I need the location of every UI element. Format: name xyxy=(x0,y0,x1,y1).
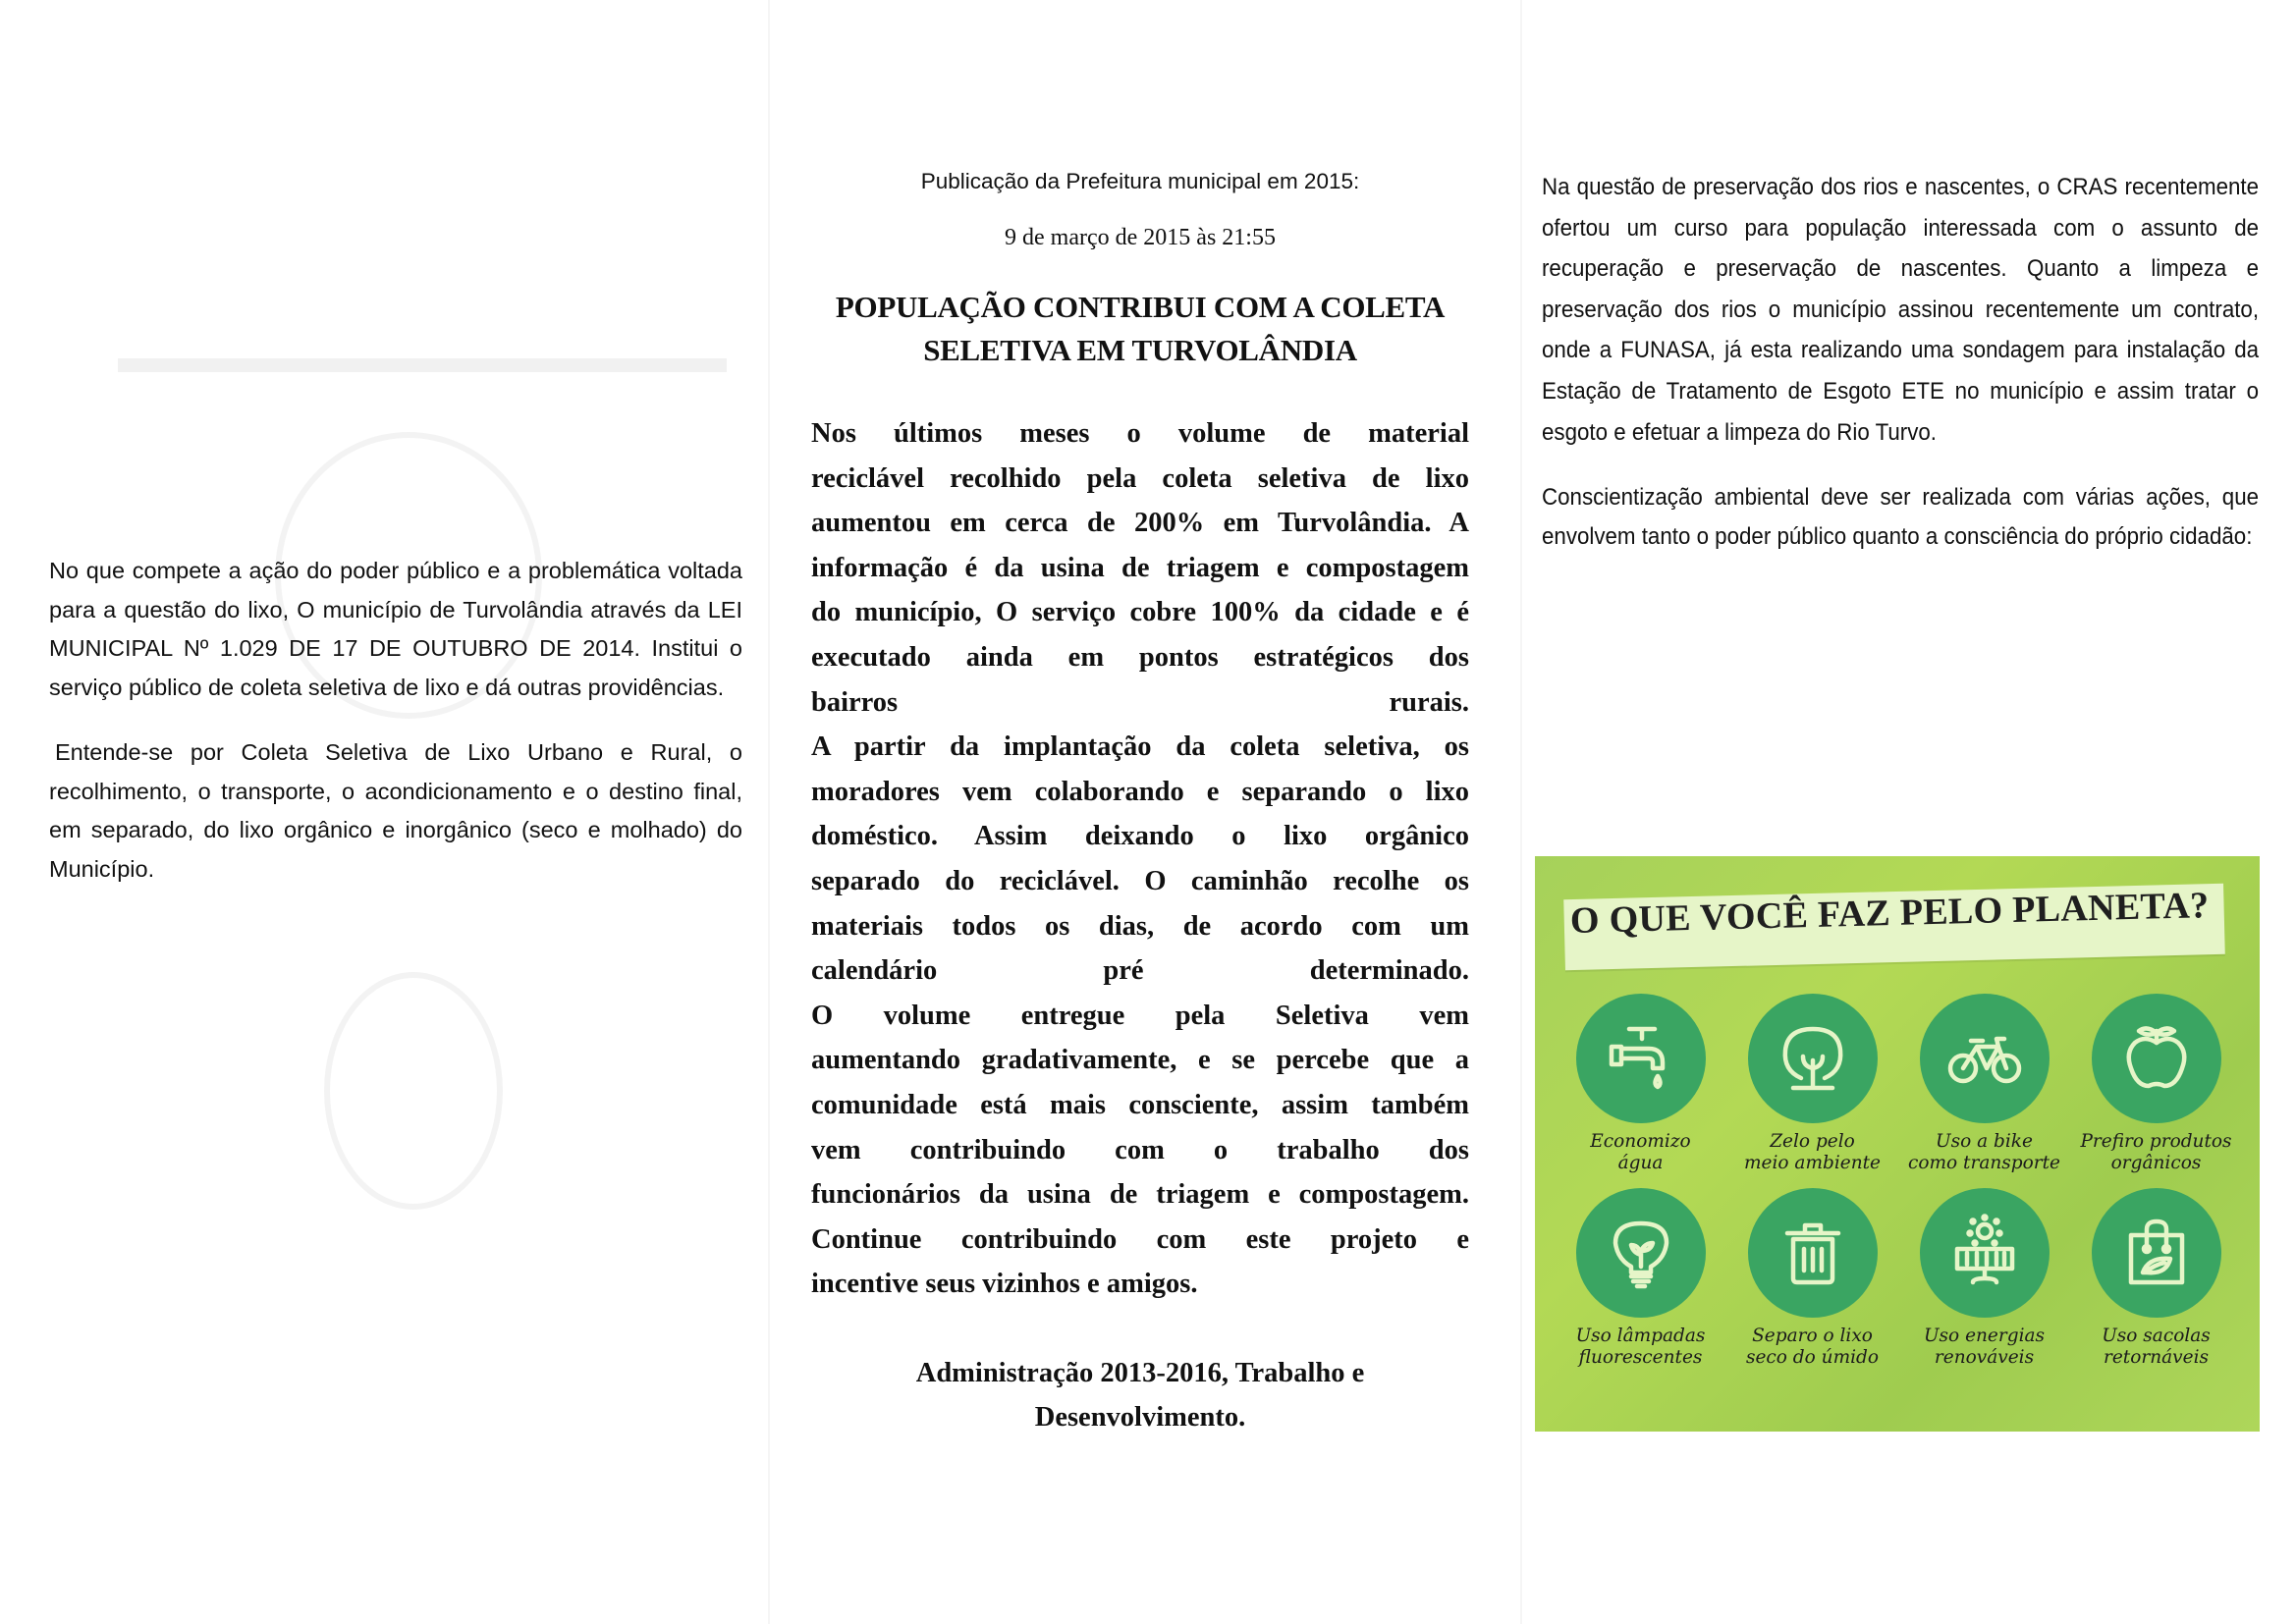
article-line: executado ainda em pontos estratégicos dos xyxy=(811,641,1469,673)
article-line: A partir da implantação da coleta seletiva, os xyxy=(811,731,1469,763)
poster-item xyxy=(1726,994,1898,1180)
poster-item xyxy=(1898,994,2070,1180)
article-line: O volume entregue pela Seletiva vem xyxy=(811,1000,1469,1031)
left-paragraph-law: No que compete a ação do poder público e a problemática voltada para a questão do lixo, O município de Turvolândia através da LEI MUNICIPAL Nº 1.029 DE 17 DE OUTUBRO DE 2014. Institui o serviço público de coleta seletiva de lixo e dá outras providências. xyxy=(49,558,742,701)
bicycle-icon xyxy=(1943,1017,2026,1100)
footer-line: Administração 2013-2016, Trabalho e xyxy=(915,1357,1365,1388)
tree-icon xyxy=(1772,1017,1854,1100)
article-line: do município, O serviço cobre 100% da cidade e é xyxy=(811,597,1469,628)
poster-caption-line: Uso energias xyxy=(1923,1326,2046,1346)
trash-can-icon xyxy=(1772,1212,1854,1294)
poster-caption-line: meio ambiente xyxy=(1743,1153,1881,1173)
article-line: reciclável recolhido pela coleta seletiva de lixo xyxy=(811,462,1469,494)
article-title xyxy=(811,286,1469,372)
poster-caption-line: seco do úmido xyxy=(1745,1347,1880,1368)
middle-column xyxy=(811,167,1469,1439)
publication-label: Publicação da Prefeitura municipal em 2015: xyxy=(920,169,1360,193)
poster-caption-line: retornáveis xyxy=(2104,1347,2209,1368)
article-line: aumentou em cerca de 200% em Turvolândia. A xyxy=(811,508,1469,539)
article-line: comunidade está mais consciente, assim também xyxy=(811,1089,1469,1120)
poster-item xyxy=(2070,1188,2242,1375)
publication-date: 9 de março de 2015 às 21:55 xyxy=(1005,225,1276,250)
left-column xyxy=(49,552,742,915)
poster-item xyxy=(1555,1188,1726,1375)
right-paragraph-awareness: Conscientização ambiental deve ser realizada com várias ações, que envolvem tanto o poder público quanto a consciência do próprio cidadão: xyxy=(1542,484,2260,551)
poster-caption-line: renováveis xyxy=(1934,1347,2035,1368)
article-line: Continue contribuindo com este projeto e xyxy=(811,1223,1469,1255)
article-line: vem contribuindo com o trabalho dos xyxy=(811,1134,1469,1165)
show-through-seal xyxy=(324,972,503,1210)
article-body xyxy=(811,411,1469,1307)
poster-caption-line: Zelo pelo xyxy=(1770,1131,1855,1152)
poster-item xyxy=(1726,1188,1898,1375)
poster-title: O QUE VOCÊ FAZ PELO PLANETA? xyxy=(1569,885,2210,942)
poster-caption-line: Uso a bike xyxy=(1936,1131,2033,1152)
article-line: aumentando gradativamente, e se percebe que a xyxy=(811,1045,1469,1076)
poster-item xyxy=(2070,994,2242,1180)
page-fold-line xyxy=(1520,0,1522,1624)
article-line: funcionários da usina de triagem e compostagem. xyxy=(811,1179,1469,1211)
apple-icon xyxy=(2115,1017,2198,1100)
article-line: moradores vem colaborando e separando o lixo xyxy=(811,776,1469,807)
article-footer xyxy=(811,1351,1469,1439)
shopping-bag-icon xyxy=(2115,1212,2198,1294)
article-line: doméstico. Assim deixando o lixo orgânico xyxy=(811,821,1469,852)
poster-caption-line: Prefiro produtos xyxy=(2080,1131,2232,1152)
right-column xyxy=(1542,167,2259,582)
poster-caption-line: orgânicos xyxy=(2110,1153,2202,1173)
article-line: calendário pré determinado. xyxy=(811,955,1469,987)
poster-caption-line: Separo o lixo xyxy=(1752,1326,1873,1346)
article-title-line: POPULAÇÃO CONTRIBUI COM A COLETA xyxy=(835,290,1446,324)
poster-grid xyxy=(1555,994,2242,1375)
footer-line: Desenvolvimento. xyxy=(1034,1401,1246,1433)
article-title-line: SELETIVA EM TURVOLÂNDIA xyxy=(923,333,1357,367)
article-line: incentive seus vizinhos e amigos. xyxy=(811,1269,1198,1300)
poster-caption-line: água xyxy=(1617,1153,1664,1173)
article-line: materiais todos os dias, de acordo com um xyxy=(811,910,1469,942)
lightbulb-icon xyxy=(1600,1212,1682,1294)
poster-item xyxy=(1555,994,1726,1180)
show-through-mark xyxy=(118,358,727,372)
page-fold-line xyxy=(768,0,770,1624)
article-line: bairros rurais. xyxy=(811,686,1469,718)
poster-caption-line: Uso sacolas xyxy=(2102,1326,2211,1346)
poster-caption-line: como transporte xyxy=(1908,1153,2060,1173)
planet-poster xyxy=(1535,856,2260,1432)
article-line: informação é da usina de triagem e compostagem xyxy=(811,552,1469,583)
poster-caption-line: Uso lâmpadas xyxy=(1575,1326,1706,1346)
poster-caption-line: Economizo xyxy=(1590,1131,1691,1152)
solar-panel-icon xyxy=(1943,1212,2026,1294)
article-line: separado do reciclável. O caminhão recolhe os xyxy=(811,865,1469,896)
poster-caption-line: fluorescentes xyxy=(1578,1347,1703,1368)
left-paragraph-definition: Entende-se por Coleta Seletiva de Lixo Urbano e Rural, o recolhimento, o transporte, o acondicionamento e o destino final, em separado, do lixo orgânico e inorgânico (seco e molhado) do Município. xyxy=(49,738,742,882)
faucet-icon xyxy=(1600,1017,1682,1100)
article-line: Nos últimos meses o volume de material xyxy=(811,418,1469,449)
poster-item xyxy=(1898,1188,2070,1375)
right-paragraph-rivers: Na questão de preservação dos rios e nascentes, o CRAS recentemente ofertou um curso para população interessada com o assunto de recuperação e preservação de nascentes. Quanto a limpeza e preservação dos rios o município assinou recentemente um contrato, onde a FUNASA, já esta realizando uma sondagem para instalação da Estação de Tratamento de Esgoto ETE no município e assim tratar o esgoto e efetuar a limpeza do Rio Turvo. xyxy=(1542,174,2260,446)
